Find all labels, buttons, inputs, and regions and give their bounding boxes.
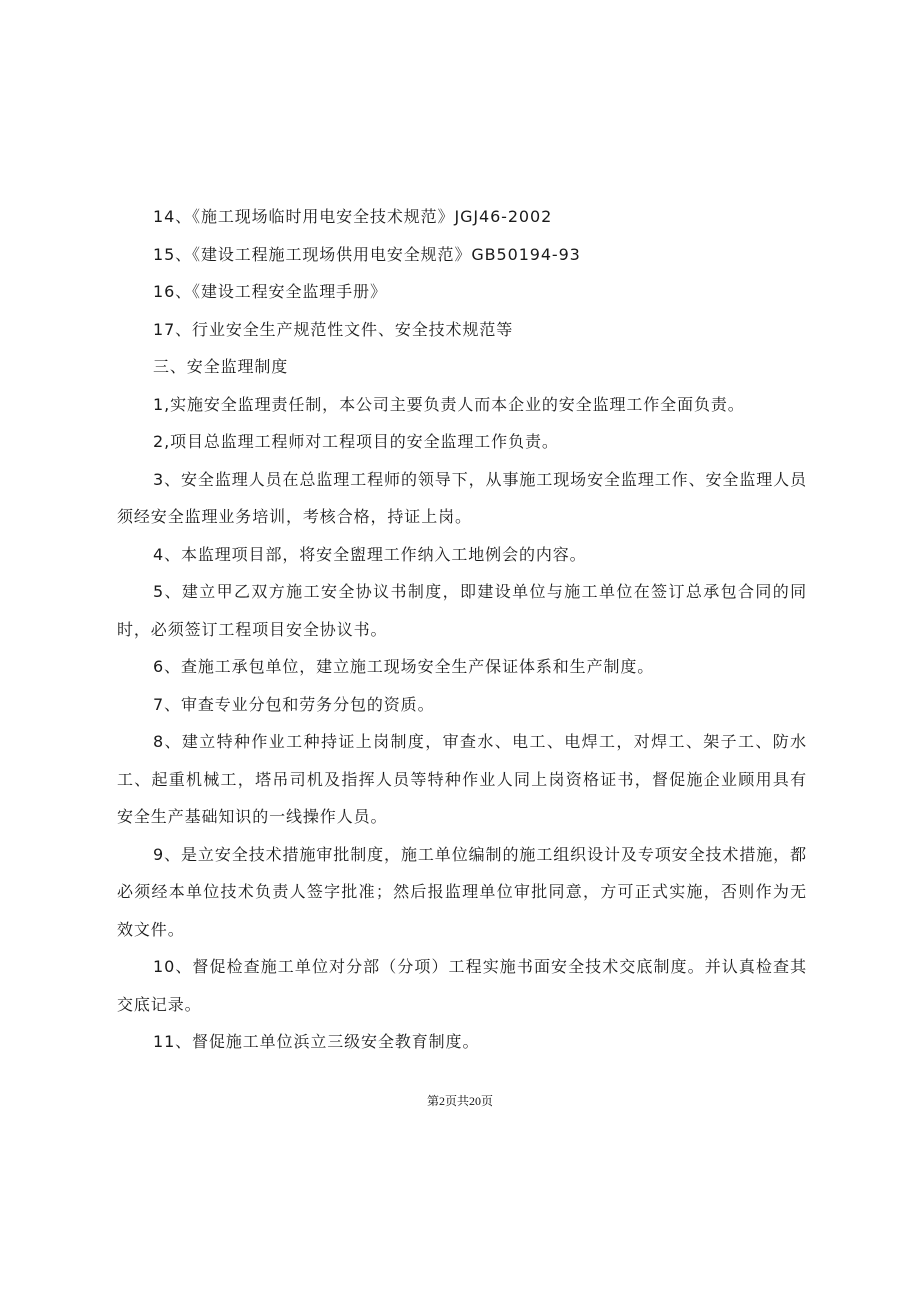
paragraph-item-6: 6、查施工承包单位，建立施工现场安全生产保证体系和生产制度。 bbox=[153, 657, 655, 676]
paragraph-item-10: 10、督促检查施工单位对分部（分项）工程实施书面安全技术交底制度。并认真检查其交底记录。 bbox=[117, 957, 807, 1014]
paragraph-15: 15、《建设工程施工现场供用电安全规范》GB50194-93 bbox=[153, 244, 581, 264]
paragraph-item-9: 9、是立安全技术措施审批制度，施工单位编制的施工组织设计及专项安全技术措施，都必须经本单位技术负责人签字批准；然后报监理单位审批同意，方可正式实施，否则作为无效文件。 bbox=[117, 844, 807, 939]
paragraph-item-8: 8、建立特种作业工种持证上岗制度，审查水、电工、电焊工，对焊工、架子工、防水工、起重机械工，塔吊司机及指挥人员等特种作业人同上岗资格证书，督促施企业顾用具有安全生产基础知识的一线操作人员。 bbox=[117, 732, 807, 826]
document-body bbox=[117, 198, 807, 1061]
paragraph-17: 17、行业安全生产规范性文件、安全技术规范等 bbox=[153, 319, 514, 339]
paragraph-item-1: 1,实施安全监理责任制，本公司主要负责人而本企业的安全监理工作全面负责。 bbox=[153, 394, 745, 414]
page-number-footer: 第2页共20页 bbox=[426, 1094, 493, 1108]
paragraph-item-11: 11、督促施工单位浜立三级安全教育制度。 bbox=[153, 1032, 480, 1051]
paragraph-item-7: 7、审查专业分包和劳务分包的资质。 bbox=[153, 694, 435, 714]
paragraph-16: 16、《建设工程安全监理手册》 bbox=[153, 282, 387, 301]
paragraph-item-2: 2,项目总监理工程师对工程项目的安全监理工作负责。 bbox=[153, 432, 559, 451]
section-heading: 三、安全监理制度 bbox=[153, 357, 289, 376]
paragraph-item-4: 4、本监理项目部，将安全盥理工作纳入工地例会的内容。 bbox=[153, 544, 587, 564]
paragraph-item-5: 5、建立甲乙双方施工安全协议书制度，即建设单位与施工单位在签订总承包合同的同时，必须签订工程项目安全协议书。 bbox=[117, 582, 807, 639]
paragraph-item-3: 3、安全监理人员在总监理工程师的领导下，从事施工现场安全监理工作、安全监理人员须经安全监理业务培训，考核合格，持证上岗。 bbox=[117, 469, 807, 526]
paragraph-14: 14、《施工现场临时用电安全技术规范》JGJ46-2002 bbox=[153, 207, 553, 226]
